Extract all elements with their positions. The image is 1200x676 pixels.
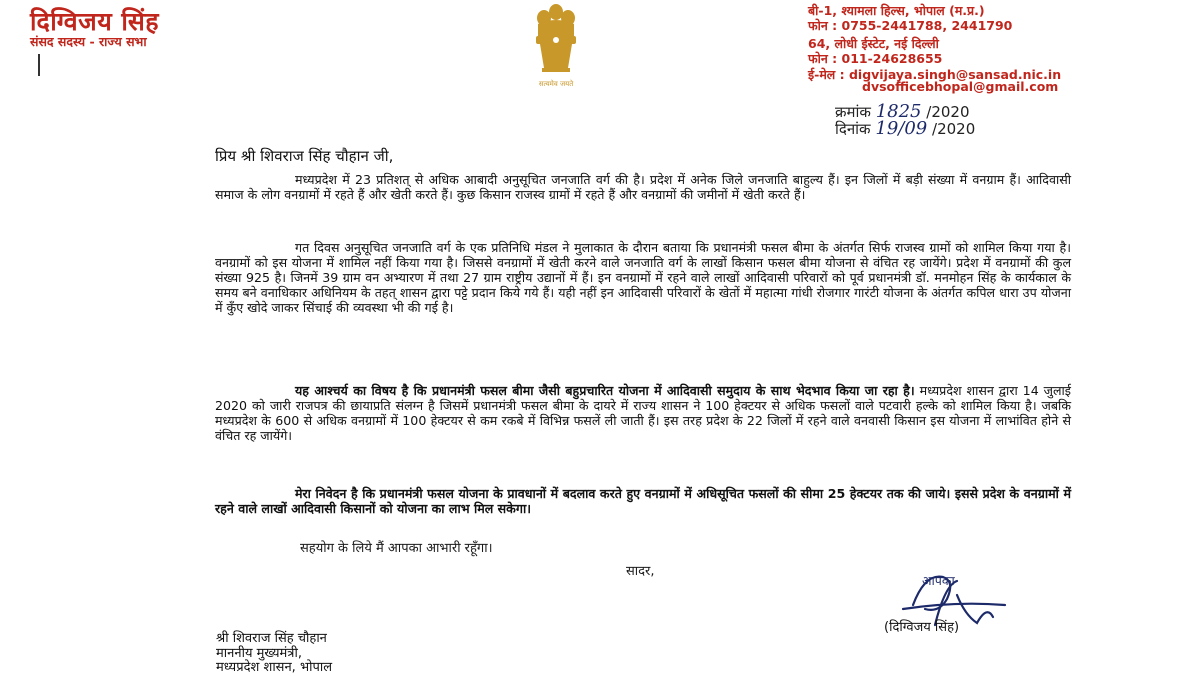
sender-name: दिग्विजय सिंह	[30, 7, 160, 36]
divider-mark	[38, 54, 40, 76]
paragraph-2	[215, 240, 1071, 315]
email-line-1: ई-मेल : digvijaya.singh@sansad.nic.in	[808, 67, 1062, 82]
recipient-office: मध्यप्रदेश शासन, भोपाल	[216, 660, 333, 675]
ref-date	[835, 118, 975, 139]
sender-role: संसद सदस्य - राज्य सभा	[30, 34, 147, 49]
paragraph-4	[215, 486, 1071, 516]
emblem-caption: सत्यमेव जयते	[538, 80, 574, 88]
paragraph-4-text: मेरा निवेदन है कि प्रधानमंत्री फसल योजना के प्रावधानों में बदलाव करते हुए वनग्रामों में अधिसूचित फसलों की सीमा 25 हेक्टयर तक की जाये। इससे प्रदेश के वनग्रामों में रहने वाले लाखों आदिवासी किसानों को योजना का लाभ मिल सकेगा।	[215, 486, 1071, 517]
paragraph-1-text: मध्यप्रदेश में 23 प्रतिशत् से अधिक आबादी अनुसूचित जनजाति वर्ग की है। प्रदेश में अनेक जिले जनजाति बाहुल्य हैं। इन जिलों में बड़ी संख्या में वनग्राम हैं। आदिवासी समाज के लोग वनग्रामों में रहते हैं और खेती करते हैं। कुछ किसान राजस्व ग्रामों में रहते हैं और वनग्रामों की जमीनों में खेती करते हैं।	[215, 172, 1071, 203]
address-line-2: 64, लोधी ईस्टेट, नई दिल्ली	[808, 36, 939, 51]
paragraph-3-bold: यह आश्चर्य का विषय है कि प्रधानमंत्री फसल बीमा जैसी बहुप्रचारित योजना में आदिवासी समुदाय के साथ भेदभाव किया जा रहा है।	[295, 383, 915, 398]
signature-label: आपका	[922, 573, 955, 588]
signature-name: (दिग्विजय सिंह)	[884, 620, 960, 635]
ref-date-value: 19/09	[875, 118, 928, 139]
recipient-block	[216, 632, 332, 676]
ref-date-label: दिनांक	[835, 120, 871, 138]
paragraph-1	[215, 172, 1071, 202]
paragraph-3	[215, 383, 1071, 443]
ref-number-value: 1825	[875, 101, 922, 122]
address-line-1: बी-1, श्यामला हिल्स, भोपाल (म.प्र.)	[808, 3, 985, 18]
ref-number-year: /2020	[926, 103, 970, 121]
email-line-2: dvsofficebhopal@gmail.com	[862, 79, 1059, 94]
paragraph-3-text: मध्यप्रदेश शासन द्वारा 14 जुलाई 2020 को जारी राजपत्र की छायाप्रति संलग्न है जिसमें प्रधानमंत्री फसल बीमा के दायरे में राज्य शासन ने 100 हेक्टयर से अधिक फसलों वाले पटवारी हल्के को शामिल किया है। जबकि मध्यप्रदेश के 600 से अधिक वनग्रामों में 100 हेक्टयर से कम रकबे में विभिन्न फसलें ली जाती हैं। इस तरह प्रदेश के 22 जिलों में रहने वाले वनवासी किसान इस योजना में लाभांवित होने से वंचित रह जायेंगे।	[215, 383, 1071, 444]
recipient-name: श्री शिवराज सिंह चौहान	[216, 631, 327, 646]
state-emblem-icon	[528, 2, 584, 94]
ref-date-year: /2020	[932, 120, 976, 138]
recipient-title: माननीय मुख्यमंत्री,	[216, 645, 302, 661]
phone-line-1: फोन : 0755-2441788, 2441790	[808, 18, 1013, 33]
salutation: प्रिय श्री शिवराज सिंह चौहान जी,	[215, 147, 394, 165]
closing: सादर,	[626, 564, 655, 579]
paragraph-2-text: गत दिवस अनुसूचित जनजाति वर्ग के एक प्रतिनिधि मंडल ने मुलाकात के दौरान बताया कि प्रधानमंत्री फसल बीमा के अंतर्गत सिर्फ राजस्व ग्रामों को शामिल किया गया है। वनग्रामों को इस योजना में शामिल नहीं किया गया है। जिससे वनग्रामों में खेती करने वाले जनजाति वर्ग के लाखों किसान फसल बीमा योजना से वंचित रह जायेंगे। प्रदेश में वनग्रामों की कुल संख्या 925 है। जिनमें 39 ग्राम वन अभ्यारण में तथा 27 ग्राम राष्ट्रीय उद्यानों में हैं। इन वनग्रामों में रहने वाले लाखों आदिवासी परिवारों को पूर्व प्रधानमंत्री डॉ. मनमोहन सिंह के कार्यकाल के समय बने वनाधिकार अधिनियम के तहत् शासन द्वारा पट्टे प्रदान किये गये हैं। यही नहीं इन आदिवासी परिवारों के खेतों में महात्मा गांधी रोजगार गारंटी योजना के अंतर्गत कपिल धारा उप योजना में कुँए खोदे जाकर सिंचाई की व्यवस्था भी की गई है।	[215, 240, 1071, 316]
thanks-line: सहयोग के लिये मैं आपका आभारी रहूँगा।	[300, 541, 493, 556]
phone-line-2: फोन : 011-24628655	[808, 51, 943, 66]
ref-number-label: क्रमांक	[835, 103, 871, 121]
